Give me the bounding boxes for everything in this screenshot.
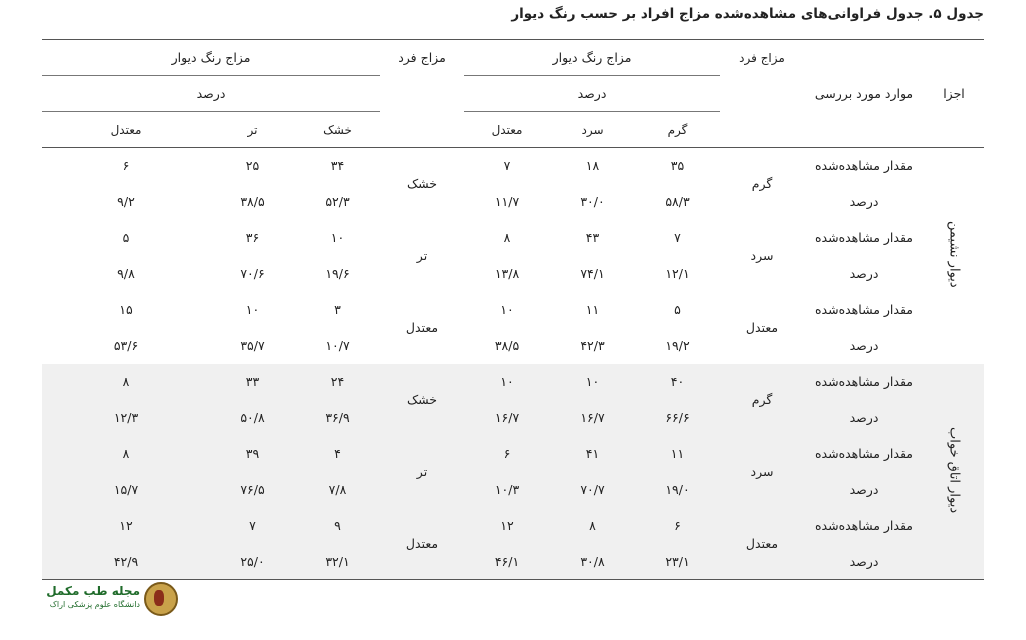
value-cell: ۷/۸: [295, 472, 380, 508]
header-percent: درصد: [464, 76, 720, 112]
row-label-percent: درصد: [849, 266, 879, 281]
value-cell: ۳۵: [670, 158, 685, 174]
person-temper-cell: گرم: [720, 364, 804, 436]
value-cell: ۴: [295, 436, 380, 472]
value-cell: ۸: [42, 436, 210, 472]
value-cell: ۱۲: [42, 508, 210, 544]
value-cell: ۷۰/۷: [550, 472, 635, 508]
table-row: [42, 472, 984, 508]
value-cell: ۴۳: [585, 230, 600, 245]
journal-logo: [46, 582, 176, 616]
table-row: [42, 508, 984, 544]
row-label-observed: مقدار مشاهده‌شده: [814, 158, 913, 174]
person-temper-cell: خشک: [406, 176, 438, 192]
row-label-percent: درصد: [804, 544, 924, 580]
person-temper-cell: معتدل: [745, 320, 779, 335]
value-cell: ۷۰/۶: [240, 266, 265, 281]
value-cell: ۵: [122, 230, 130, 245]
value-cell: ۵۰/۸: [210, 400, 295, 436]
journal-seal-icon: [144, 582, 178, 616]
frequency-table: [42, 39, 984, 580]
value-cell: ۹/۸: [117, 266, 135, 281]
value-cell: ۹: [295, 508, 380, 544]
table-row: [42, 436, 984, 472]
value-cell: ۷۴/۱: [580, 266, 605, 281]
value-cell: ۴۶/۱: [464, 544, 550, 580]
value-cell: ۱۶/۷: [550, 400, 635, 436]
header-person-temper: مزاج فرد: [739, 50, 785, 65]
table-row: [42, 400, 984, 436]
logo-title: مجله طب مکمل: [46, 584, 140, 598]
value-cell: ۸: [550, 508, 635, 544]
value-cell: ۳۰/۸: [550, 544, 635, 580]
header-parts: اجزا: [924, 40, 984, 148]
value-cell: ۱۲/۱: [665, 266, 690, 281]
value-cell: ۷: [503, 158, 511, 174]
header-wall-temper: مزاج رنگ دیوار: [42, 40, 380, 76]
value-cell: ۳۶/۹: [295, 400, 380, 436]
value-cell: ۳۸/۵: [494, 338, 520, 353]
person-temper-cell: تر: [416, 248, 428, 263]
row-label-observed: مقدار مشاهده‌شده: [814, 302, 913, 317]
header-person-temper: مزاج فرد: [398, 50, 446, 66]
part-label-text: دیوار اتاق خواب: [946, 426, 962, 513]
value-cell: ۱۲/۳: [42, 400, 210, 436]
value-cell: ۳: [334, 302, 341, 317]
value-cell: ۱۰: [464, 364, 550, 400]
value-cell: ۱۱: [635, 436, 720, 472]
value-cell: ۲۳/۱: [635, 544, 720, 580]
table-caption: جدول ۵. جدول فراوانی‌های مشاهده‌شده مزاج افراد بر حسب رنگ دیوار: [511, 6, 984, 22]
logo-subtitle: دانشگاه علوم پزشکی اراک: [49, 600, 140, 609]
value-cell: ۳۸/۵: [240, 194, 265, 209]
value-cell: ۱۰: [330, 230, 345, 245]
value-cell: ۴۲/۳: [580, 338, 605, 353]
row-label-percent: درصد: [804, 472, 924, 508]
value-cell: ۱۹/۰: [635, 472, 720, 508]
value-cell: ۵۳/۶: [113, 338, 139, 353]
value-cell: ۶: [122, 158, 130, 174]
table-row: [42, 148, 984, 184]
part-label: [924, 364, 984, 580]
value-cell: ۱۱: [585, 302, 600, 317]
person-temper-cell: تر: [380, 436, 464, 508]
header-moderate: معتدل: [42, 112, 210, 148]
value-cell: ۴۰: [635, 364, 720, 400]
value-cell: ۶۶/۶: [635, 400, 720, 436]
value-cell: ۳۲/۱: [295, 544, 380, 580]
value-cell: ۱۹/۶: [325, 266, 350, 281]
value-cell: ۱۲: [464, 508, 550, 544]
row-label-percent: درصد: [849, 194, 879, 209]
value-cell: ۱۳/۸: [494, 266, 520, 281]
value-cell: ۳۶: [245, 230, 260, 245]
header-wall-temper: مزاج رنگ دیوار: [464, 40, 720, 76]
person-temper-cell: معتدل: [380, 508, 464, 580]
value-cell: ۲۵: [245, 158, 260, 174]
person-temper-cell: معتدل: [720, 508, 804, 580]
value-cell: ۱۹/۲: [665, 338, 690, 353]
row-label-observed: مقدار مشاهده‌شده: [804, 436, 924, 472]
value-cell: ۹/۲: [117, 194, 135, 209]
person-temper-cell: معتدل: [405, 320, 439, 335]
row-label-percent: درصد: [849, 338, 879, 353]
person-temper-cell: سرد: [720, 436, 804, 508]
table-row: [42, 292, 984, 328]
part-label-text: دیوار نشیمن: [946, 220, 962, 288]
header-cold: سرد: [550, 112, 635, 148]
value-cell: ۵۸/۳: [665, 194, 690, 209]
value-cell: ۷: [674, 230, 681, 245]
value-cell: ۱۸: [585, 158, 600, 174]
value-cell: ۱۰/۷: [325, 338, 350, 353]
value-cell: ۳۳: [210, 364, 295, 400]
value-cell: ۵: [674, 302, 681, 317]
value-cell: ۷۶/۵: [210, 472, 295, 508]
header-items: موارد مورد بررسی: [804, 40, 924, 148]
value-cell: ۴۱: [550, 436, 635, 472]
value-cell: ۱۰: [500, 302, 514, 317]
row-label-observed: مقدار مشاهده‌شده: [804, 508, 924, 544]
table-row: [42, 544, 984, 580]
value-cell: ۲۵/۰: [210, 544, 295, 580]
table-row: [42, 328, 984, 364]
value-cell: ۱۵/۷: [42, 472, 210, 508]
value-cell: ۱۵: [119, 302, 133, 317]
header-warm: گرم: [635, 112, 720, 148]
value-cell: ۴۲/۹: [42, 544, 210, 580]
row-label-observed: مقدار مشاهده‌شده: [814, 230, 913, 245]
value-cell: ۷: [210, 508, 295, 544]
header-wet: تر: [210, 112, 295, 148]
value-cell: ۲۴: [295, 364, 380, 400]
value-cell: ۱۱/۷: [494, 194, 520, 209]
value-cell: ۶: [464, 436, 550, 472]
value-cell: ۵۲/۳: [325, 194, 350, 209]
value-cell: ۳۹: [210, 436, 295, 472]
value-cell: ۳۵/۷: [240, 338, 265, 353]
person-temper-cell: سرد: [750, 248, 774, 263]
value-cell: ۱۰: [550, 364, 635, 400]
value-cell: ۶: [635, 508, 720, 544]
person-temper-cell: گرم: [751, 176, 773, 192]
row-label-percent: درصد: [804, 400, 924, 436]
row-label-observed: مقدار مشاهده‌شده: [804, 364, 924, 400]
value-cell: ۸: [503, 230, 511, 245]
header-dry: خشک: [295, 112, 380, 148]
header-moderate: معتدل: [464, 112, 550, 148]
value-cell: ۳۰/۰: [580, 194, 605, 209]
header-percent: درصد: [42, 76, 380, 112]
table-row: [42, 364, 984, 400]
value-cell: ۱۰/۳: [464, 472, 550, 508]
value-cell: ۱۰: [245, 302, 260, 317]
table-row: [42, 256, 984, 292]
value-cell: ۳۴: [330, 158, 345, 174]
part-label: [924, 148, 984, 364]
value-cell: ۸: [42, 364, 210, 400]
value-cell: ۱۶/۷: [464, 400, 550, 436]
table-row: [42, 184, 984, 220]
table-row: [42, 220, 984, 256]
person-temper-cell: خشک: [380, 364, 464, 436]
